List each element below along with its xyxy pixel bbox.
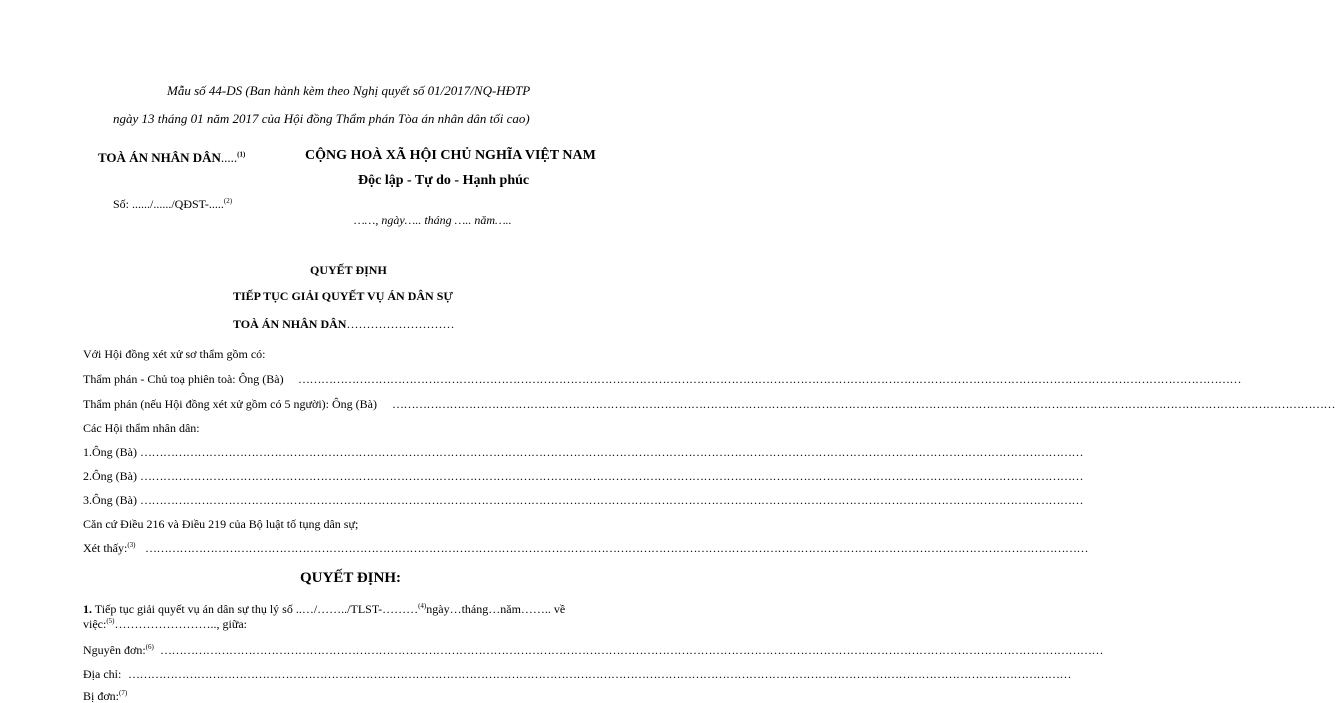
country-name: CỘNG HOÀ XÃ HỘI CHỦ NGHĨA VIỆT NAM (305, 148, 596, 163)
assessors-label: Các Hội thẩm nhân dân: (83, 421, 200, 435)
form-reference-line-1: Mẫu số 44-DS (Ban hành kèm theo Nghị quyết số 01/2017/NQ-HĐTP (167, 83, 531, 98)
document-subtitle: TIẾP TỤC GIẢI QUYẾT VỤ ÁN DÂN SỰ (233, 289, 453, 303)
decision-item-1-date: ngày…tháng…năm…….. về (426, 602, 566, 616)
considering-fill: ………………………………………………………………………………………………………………………………………………………………………………………………………………………… (145, 541, 1088, 555)
decision-item-1 (83, 603, 565, 615)
document-title: QUYẾT ĐỊNH (310, 263, 387, 277)
court-name-label: TOÀ ÁN NHÂN DÂN (98, 150, 221, 165)
issuing-court-label: TOÀ ÁN NHÂN DÂN (233, 317, 347, 331)
assessor-1-label: 1.Ông (Bà) (83, 445, 137, 459)
issuing-court-dots: ……………………… (346, 317, 455, 331)
footnote-5: (5) (106, 617, 115, 625)
assessor-1-fill: ………………………………………………………………………………………………………………………………………………………………………………………………………………………… (140, 445, 1083, 459)
second-judge-label: Thẩm phán (nếu Hội đồng xét xử gồm có 5 người): Ông (Bà) (83, 397, 377, 411)
footnote-1: (1) (237, 150, 246, 159)
decision-item-1-continued (83, 618, 247, 630)
court-name-header (98, 151, 245, 164)
footnote-6: (6) (145, 643, 154, 651)
considering-label (83, 542, 136, 554)
address-label: Địa chỉ: (83, 667, 122, 681)
decision-number (113, 198, 232, 210)
second-judge-fill: ………………………………………………………………………………………………………………………………………………………………………………………………………………………… (392, 397, 1335, 411)
defendant-label (83, 690, 127, 702)
national-motto: Độc lập - Tự do - Hạnh phúc (358, 173, 530, 188)
place-date-line: ……, ngày….. tháng ….. năm….. (354, 213, 512, 227)
presiding-judge-fill: ………………………………………………………………………………………………………………………………………………………………………………………………………………………… (298, 372, 1241, 386)
footnote-4: (4) (418, 602, 427, 610)
decision-heading: QUYẾT ĐỊNH: (300, 570, 401, 586)
issuing-court (233, 318, 454, 330)
court-name-dots: ..... (220, 150, 238, 165)
plaintiff-text: Nguyên đơn: (83, 643, 146, 657)
assessor-3-label: 3.Ông (Bà) (83, 493, 137, 507)
footnote-2: (2) (223, 197, 233, 205)
legal-basis: Căn cứ Điều 216 và Điều 219 của Bộ luật tố tụng dân sự; (83, 517, 359, 531)
form-reference-line-2: ngày 13 tháng 01 năm 2017 của Hội đồng Thẩm phán Tòa án nhân dân tối cao) (113, 111, 530, 126)
considering-text: Xét thấy: (83, 541, 128, 555)
presiding-judge-label: Thẩm phán - Chủ toạ phiên toà: Ông (Bà) (83, 372, 284, 386)
assessor-2-label: 2.Ông (Bà) (83, 469, 137, 483)
decision-item-1-text: Tiếp tục giải quyết vụ án dân sự thụ lý số ..…/……../TLST-……… (94, 602, 419, 616)
decision-item-1-number: 1. (83, 602, 92, 616)
case-matter-label: việc: (83, 617, 107, 631)
assessor-3-fill: ………………………………………………………………………………………………………………………………………………………………………………………………………………………… (140, 493, 1083, 507)
decision-number-text: Số: ....../....../QĐST-..... (113, 197, 224, 211)
footnote-3: (3) (127, 541, 136, 549)
plaintiff-label (83, 644, 154, 656)
address-fill: ………………………………………………………………………………………………………………………………………………………………………………………………………………………… (128, 667, 1071, 681)
case-matter-fill: …………………….., giữa: (114, 617, 247, 631)
plaintiff-fill: ………………………………………………………………………………………………………………………………………………………………………………………………………………………… (160, 643, 1103, 657)
footnote-7: (7) (119, 689, 128, 697)
assessor-2-fill: ………………………………………………………………………………………………………………………………………………………………………………………………………………………… (140, 469, 1083, 483)
panel-intro: Với Hội đồng xét xử sơ thẩm gồm có: (83, 347, 266, 361)
defendant-text: Bị đơn: (83, 689, 120, 703)
